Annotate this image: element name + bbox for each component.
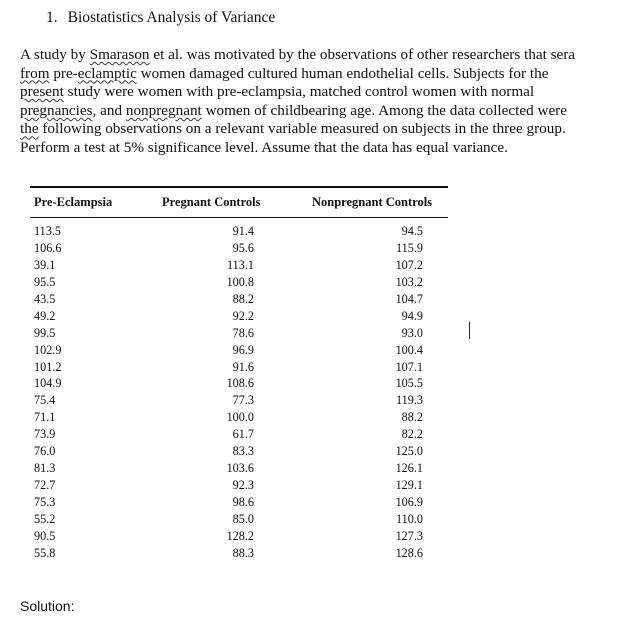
- table-cell: 55.8: [34, 545, 56, 560]
- table-cell: 94.5: [401, 224, 423, 238]
- spellcheck-word: present: [20, 83, 64, 101]
- table-cell: 106.6: [34, 240, 62, 255]
- table-cell: 96.9: [232, 342, 254, 357]
- problem-line: [20, 139, 608, 158]
- line-text: A study by: [20, 46, 90, 63]
- spellcheck-word: nonpregnant: [125, 101, 202, 119]
- table-top-rule: [30, 186, 448, 188]
- table-cell: 72.7: [34, 478, 56, 493]
- question-heading: [46, 9, 275, 27]
- table-cell: 119.3: [396, 393, 423, 408]
- line-text: following observations on a relevant variable measured on subjects in the three group.: [38, 120, 566, 138]
- spellcheck-word: the: [20, 120, 39, 138]
- table-row: [30, 275, 448, 292]
- table-cell: 100.4: [395, 342, 423, 357]
- table-header-rule: [30, 217, 448, 218]
- table-cell: 88.3: [232, 545, 254, 560]
- table-row: [30, 410, 448, 427]
- table-cell: 107.2: [395, 257, 423, 272]
- problem-line: [20, 65, 608, 84]
- table-cell: 107.1: [395, 359, 423, 374]
- table-row: [30, 241, 448, 258]
- table-cell: 113.5: [34, 224, 61, 238]
- question-number: 1.: [46, 9, 58, 26]
- table-row: [30, 461, 448, 478]
- table-cell: 88.2: [232, 291, 254, 306]
- column-header-pregnant-controls: Pregnant Controls: [162, 195, 261, 209]
- line-text: pre-: [49, 64, 78, 82]
- table-cell: 83.3: [232, 444, 254, 459]
- table-row: [30, 427, 448, 444]
- table-cell: 85.0: [232, 511, 254, 526]
- table-row: [30, 258, 448, 275]
- table-cell: 108.6: [226, 376, 254, 391]
- table-cell: 95.6: [232, 240, 254, 255]
- table-cell: 76.0: [34, 444, 56, 459]
- table-cell: 129.1: [395, 478, 423, 493]
- column-header-nonpregnant-controls: Nonpregnant Controls: [312, 195, 433, 209]
- table-cell: 127.3: [395, 528, 423, 543]
- problem-line: [20, 120, 608, 139]
- table-cell: 55.2: [34, 511, 56, 526]
- table-row: [30, 495, 448, 512]
- table-cell: 91.4: [232, 224, 254, 238]
- table-cell: 73.9: [34, 427, 56, 442]
- line-text: women of childbearing age. Among the data collected were: [201, 101, 567, 119]
- table-cell: 104.9: [34, 376, 62, 391]
- table-body: [30, 224, 448, 563]
- spellcheck-word: pregnancies: [20, 101, 93, 119]
- column-header-pre-eclampsia: Pre-Eclampsia: [34, 195, 113, 209]
- spellcheck-word: eclamptic: [77, 64, 137, 82]
- spellcheck-word: from: [20, 64, 50, 82]
- table-row: [30, 360, 448, 377]
- table-row: [30, 309, 448, 326]
- line-text: Perform a test at 5% significance level. Assume that the data has equal variance.: [20, 138, 508, 156]
- line-text: et al. was motivated by the observations of other researchers that sera: [149, 46, 576, 63]
- table-cell: 92.3: [232, 478, 254, 493]
- table-cell: 98.6: [232, 495, 254, 509]
- table-cell: 81.3: [34, 461, 56, 476]
- spellcheck-word: Smarason: [89, 46, 150, 63]
- table-row: [30, 478, 448, 495]
- table-cell: 126.1: [395, 461, 423, 476]
- table-row: [30, 376, 448, 393]
- problem-line: [20, 46, 608, 65]
- table-cell: 99.5: [34, 325, 56, 340]
- table-cell: 110.0: [396, 511, 423, 526]
- table-cell: 90.5: [34, 528, 56, 543]
- table-cell: 61.7: [232, 427, 254, 442]
- table-cell: 39.1: [34, 257, 56, 272]
- table-cell: 71.1: [34, 410, 56, 425]
- table-cell: 100.0: [226, 410, 254, 425]
- table-row: [30, 224, 448, 241]
- table-row: [30, 444, 448, 461]
- table-cell: 78.6: [232, 325, 254, 340]
- table-row: [30, 529, 448, 546]
- table-cell: 43.5: [34, 291, 56, 306]
- table-cell: 77.3: [232, 393, 254, 408]
- table-row: [30, 292, 448, 309]
- text-cursor: [469, 322, 470, 339]
- table-cell: 106.9: [395, 495, 423, 509]
- line-text: , and: [92, 101, 126, 119]
- table-cell: 103.6: [226, 461, 254, 476]
- table-cell: 100.8: [226, 274, 254, 289]
- table-cell: 125.0: [395, 444, 423, 459]
- table-cell: 104.7: [395, 291, 423, 306]
- table-row: [30, 343, 448, 360]
- table-row: [30, 546, 448, 563]
- table-cell: 95.5: [34, 274, 56, 289]
- table-cell: 94.9: [401, 308, 423, 323]
- table-cell: 113.1: [227, 257, 254, 272]
- problem-line: [20, 83, 608, 102]
- table-cell: 82.2: [401, 427, 423, 442]
- table-cell: 128.2: [226, 528, 254, 543]
- line-text: women damaged cultured human endothelial cells. Subjects for the: [136, 64, 549, 82]
- table-cell: 49.2: [34, 308, 56, 323]
- table-cell: 93.0: [401, 325, 423, 340]
- table-cell: 91.6: [232, 359, 254, 374]
- table-row: [30, 393, 448, 410]
- table-cell: 101.2: [34, 359, 62, 374]
- table-cell: 102.9: [34, 342, 62, 357]
- table-cell: 88.2: [401, 410, 423, 425]
- table-cell: 92.2: [232, 308, 254, 323]
- problem-statement: [20, 46, 608, 158]
- question-title: Biostatistics Analysis of Variance: [67, 9, 276, 26]
- table-cell: 75.3: [34, 495, 56, 509]
- problem-line: [20, 102, 608, 121]
- table-cell: 75.4: [34, 393, 56, 408]
- line-text: study were women with pre-eclampsia, matched control women with normal: [63, 83, 535, 101]
- table-row: [30, 512, 448, 529]
- table-cell: 105.5: [395, 376, 423, 391]
- solution-label: Solution:: [20, 598, 75, 614]
- table-cell: 115.9: [396, 240, 423, 255]
- table-row: [30, 326, 448, 343]
- table-cell: 128.6: [395, 545, 423, 560]
- table-cell: 103.2: [395, 274, 423, 289]
